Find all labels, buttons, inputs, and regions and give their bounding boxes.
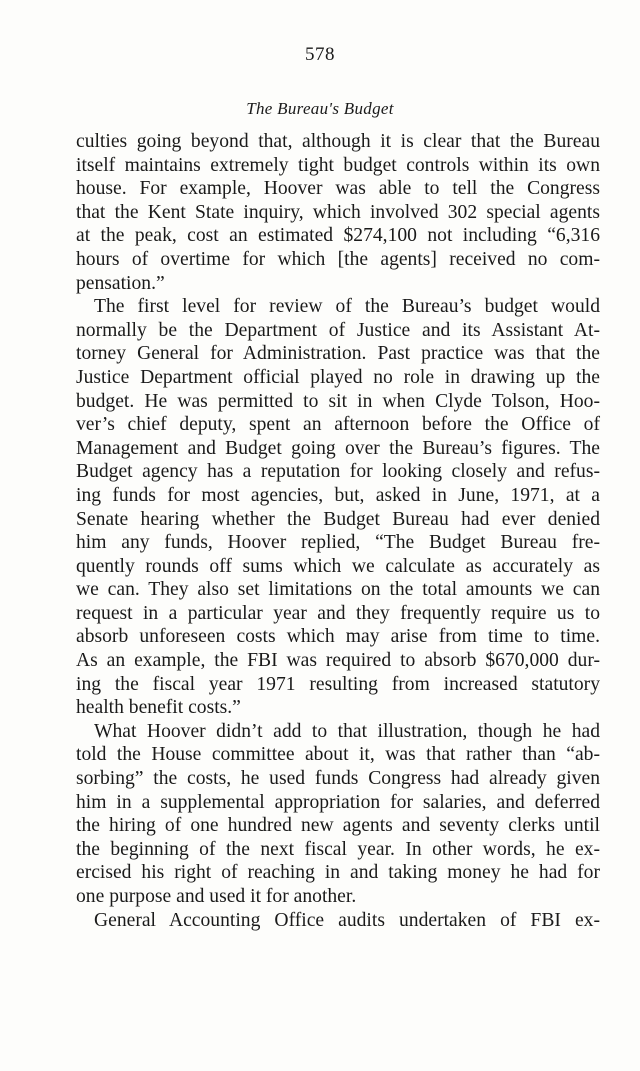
text-line: The first level for review of the Bureau’s budget would xyxy=(94,296,600,318)
text-line: told the House committee about it, was that rather than “ab- xyxy=(76,744,600,766)
text-line: Management and Budget going over the Bureau’s figures. The xyxy=(76,437,600,459)
text-line: at the peak, cost an estimated $274,100 not including “6,316 xyxy=(76,225,600,247)
body-text xyxy=(76,130,600,932)
text-line: the beginning of the next fiscal year. In other words, he ex- xyxy=(76,838,600,860)
text-line: request in a particular year and they frequently require us to xyxy=(76,602,600,624)
paragraph-2 xyxy=(76,295,600,720)
text-line: itself maintains extremely tight budget controls within its own xyxy=(76,154,600,176)
text-line: General Accounting Office audits undertaken of FBI ex- xyxy=(94,909,600,931)
text-line: we can. They also set limitations on the total amounts we can xyxy=(76,579,600,601)
paragraph-3 xyxy=(76,720,600,909)
paragraph-1 xyxy=(76,130,600,295)
text-line: health benefit costs.” xyxy=(76,697,241,719)
text-line: absorb unforeseen costs which may arise from time to time. xyxy=(76,626,600,648)
page-number: 578 xyxy=(305,44,335,65)
text-line: ing funds for most agencies, but, asked in June, 1971, at a xyxy=(76,484,600,506)
text-line: hours of overtime for which [the agents] received no com- xyxy=(76,248,600,270)
text-line: that the Kent State inquiry, which involved 302 special agents xyxy=(76,201,600,223)
text-line: Budget agency has a reputation for looking closely and refus- xyxy=(76,461,600,483)
text-line: torney General for Administration. Past practice was that the xyxy=(76,343,600,365)
text-line: budget. He was permitted to sit in when Clyde Tolson, Hoo- xyxy=(76,390,600,412)
text-line: him any funds, Hoover replied, “The Budget Bureau fre- xyxy=(76,532,600,554)
text-line: normally be the Department of Justice and its Assistant At- xyxy=(76,319,600,341)
text-line: Senate hearing whether the Budget Bureau had ever denied xyxy=(76,508,600,530)
text-line: the hiring of one hundred new agents and seventy clerks until xyxy=(76,815,600,837)
text-line: him in a supplemental appropriation for salaries, and deferred xyxy=(76,791,600,813)
text-line: sorbing” the costs, he used funds Congress had already given xyxy=(76,768,600,790)
text-line: house. For example, Hoover was able to tell the Congress xyxy=(76,178,600,200)
paragraph-4 xyxy=(76,909,600,933)
text-line: As an example, the FBI was required to absorb $670,000 dur- xyxy=(76,650,600,672)
text-line: Justice Department official played no role in drawing up the xyxy=(76,366,600,388)
text-line: ing the fiscal year 1971 resulting from increased statutory xyxy=(76,673,600,695)
text-line: ver’s chief deputy, spent an afternoon before the Office of xyxy=(76,414,600,436)
text-line: one purpose and used it for another. xyxy=(76,886,357,907)
text-line: What Hoover didn’t add to that illustration, though he had xyxy=(94,720,600,742)
text-line: pensation.” xyxy=(76,272,165,294)
text-line: ercised his right of reaching in and taking money he had for xyxy=(76,862,600,884)
running-head: The Bureau's Budget xyxy=(246,99,394,118)
text-line: quently rounds off sums which we calculate as accurately as xyxy=(76,555,600,577)
text-line: culties going beyond that, although it is clear that the Bureau xyxy=(76,131,600,152)
